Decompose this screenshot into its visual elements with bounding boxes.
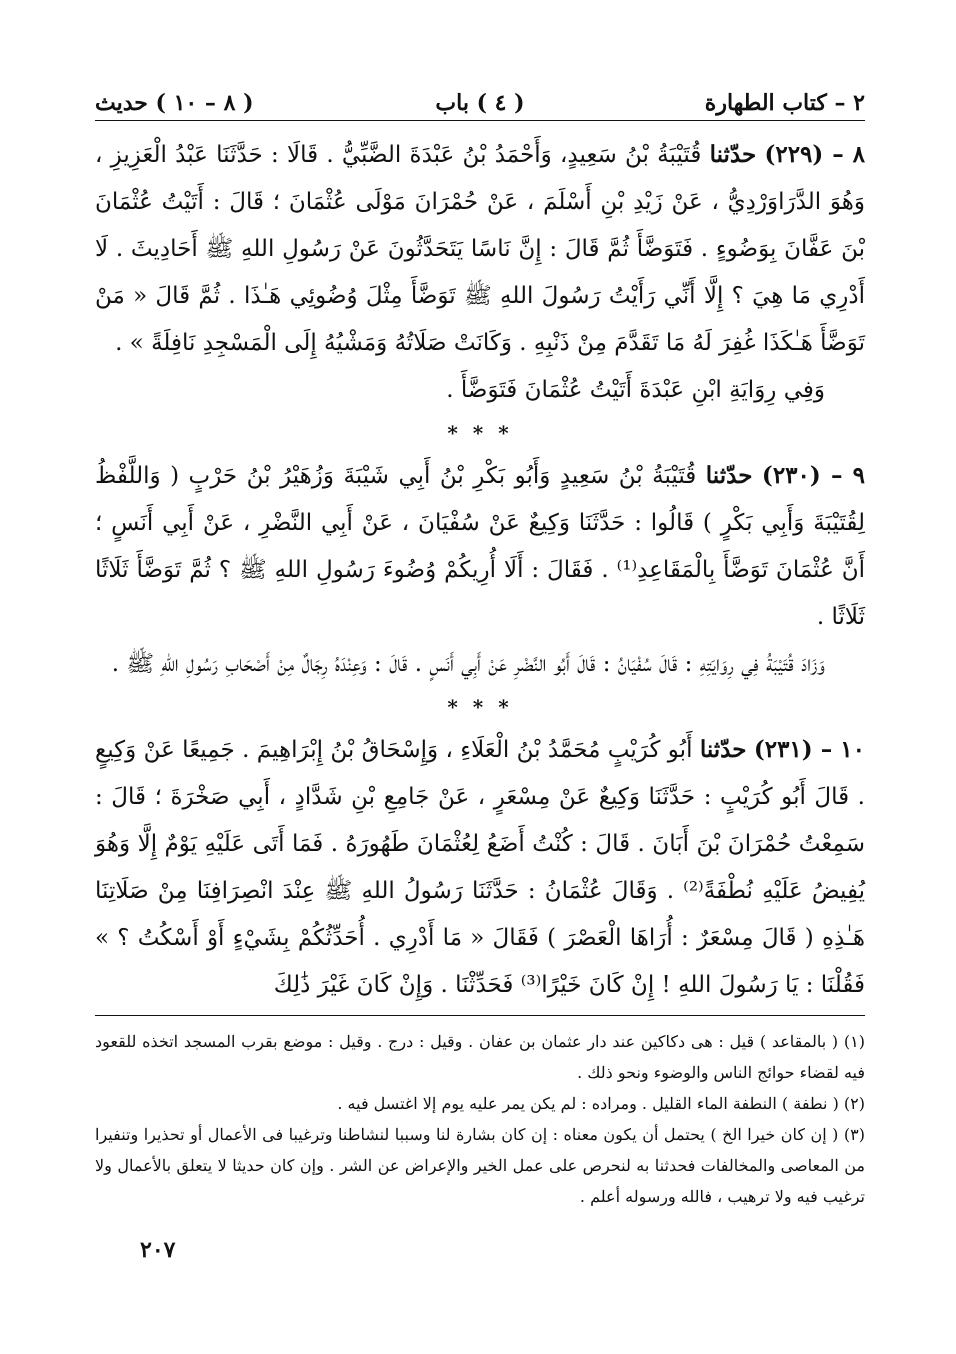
running-header [95,80,865,121]
hadith-number: ٩ – (٢٣٠) [761,462,865,489]
page-number: ٢٠٧ [140,1237,176,1263]
hadith-8 [95,131,865,367]
footnote-3: (٣) ( إن كان خيرا الخ ) يحتمل أن يكون معناه : إن كان بشارة لنا وسببا لنشاطنا وترغيبا فى الأعمال أو تحذيرا وتنفيرا من المعاصى والمخالفات فحدثنا به لنحرص على عمل الخير والإعراض عن الشر . وإن كان حديثا لا يتعلق بالأعمال ولا ترغيب فيه ولا ترهيب ، فالله ورسوله أعلم . [95,1125,865,1206]
header-hadith-range: ( ٨ – ١٠ ) حديث [95,90,254,116]
haddathana-word: حدّثنا [699,736,747,763]
hadith-text: أَبُو كُرَيْبٍ مُحَمَّدُ بْنُ الْعَلَاءِ ، وَإِسْحَاقُ بْنُ إِبْرَاهِيمَ . جَمِيعًا عَنْ وَكِيعٍ . قَالَ أَبُو كُرَيْبٍ : حَدَّثَنَا وَكِيعٌ عَنْ مِسْعَرٍ ، عَنْ جَامِعِ بْنِ شَدَّادٍ ، أَبِي صَخْرَةَ ؛ قَالَ : سَمِعْتُ حُمْرَانَ بْنَ أَبَانَ . قَالَ : كُنْتُ أَضَعُ لِعُثْمَانَ طَهُورَهُ . فَمَا أَتَى عَلَيْهِ يَوْمٌ إِلَّا وَهُوَ يُفِيضُ عَلَيْهِ نُطْفَةً⁽²⁾ . وَقَالَ عُثْمَانُ : حَدَّثَنَا رَسُولُ اللهِ ﷺ عِنْدَ انْصِرَافِنَا مِنْ صَلَاتِنَا هَـٰذِهِ ( قَالَ مِسْعَرٌ : أُرَاهَا الْعَصْرَ ) فَقَالَ « مَا أَدْرِي . أُحَدِّثُكُمْ بِشَيْءٍ أَوْ أَسْكُتُ ؟ » فَقُلْنَا : يَا رَسُولَ اللهِ ! إِنْ كَانَ خَيْرًا⁽³⁾ فَحَدِّثْنَا . وَإِنْ كَانَ غَيْرَ ذَٰلِكَ [95,737,865,998]
hadith-number: ١٠ – (٢٣١) [753,736,865,763]
hadith-text: قُتَيْبَةُ بْنُ سَعِيدٍ وَأَبُو بَكْرِ بْنُ أَبِي شَيْبَةَ وَزُهَيْرُ بْنُ حَرْبٍ ( وَاللَّفْظُ لِقُتَيْبَةَ وَأَبِي بَكْرٍ ) قَالُوا : حَدَّثَنَا وَكِيعٌ عَنْ سُفْيَانَ ، عَنْ أَبِي النَّضْرِ ، عَنْ أَبِي أَنَسٍ ؛ أَنَّ عُثْمَانَ تَوَضَّأَ بِالْمَقَاعِدِ⁽¹⁾ . فَقَالَ : أَلَا أُرِيكُمْ وُضُوءَ رَسُولِ اللهِ ﷺ ؟ ثُمَّ تَوَضَّأَ ثَلَاثًا ثَلَاثًا . [95,463,865,630]
riwaya-note: وَزَادَ قُتَيْبَةُ فِي رِوَايَتِهِ : قَالَ سُفْيَانُ : قَالَ أَبُو النَّضْرِ عَنْ أَبِي أَنَسٍ . قَالَ : وَعِنْدَهُ رِجَالٌ مِنْ أَصْحَابِ رَسُولِ اللهِ ﷺ . [111,651,825,677]
hadith-10 [95,726,865,1009]
haddathana-word: حدّثنا [705,462,753,489]
footnotes [95,1015,865,1212]
footnote-1: (١) ( بالمقاعد ) قيل : هى دكاكين عند دار عثمان بن عفان . وقيل : درج . وقيل : موضع بقرب المسجد اتخذه للقعود فيه لقضاء حوائج الناس والوضوء ونحو ذلك . [95,1032,865,1082]
header-chapter: ( ٤ ) باب [435,90,525,116]
haddathana-word: حدّثنا [709,141,757,168]
section-separator: * * * [447,695,513,719]
riwaya-note: وَفِي رِوَايَةِ ابْنِ عَبْدَةَ أَتَيْتُ عُثْمَانَ فَتَوَضَّأَ . [446,377,825,403]
hadith-number: ٨ – (٢٢٩) [764,141,865,168]
main-text [95,131,865,1009]
hadith-9 [95,452,865,641]
hadith-text: قُتَيْبَةُ بْنُ سَعِيدٍ، وَأَحْمَدُ بْنُ عَبْدَةَ الضَّبِّيُّ . قَالَا : حَدَّثَنَا عَبْدُ الْعَزِيزِ ، وَهُوَ الدَّرَاوَرْدِيُّ ، عَنْ زَيْدِ بْنِ أَسْلَمَ ، عَنْ حُمْرَانَ مَوْلَى عُثْمَانَ ؛ قَالَ : أَتَيْتُ عُثْمَانَ بْنَ عَفَّانَ بِوَضُوءٍ . فَتَوَضَّأَ ثُمَّ قَالَ : إِنَّ نَاسًا يَتَحَدَّثُونَ عَنْ رَسُولِ اللهِ ﷺ أَحَادِيثَ . لَا أَدْرِي مَا هِيَ ؟ إِلَّا أَنِّي رَأَيْتُ رَسُولَ اللهِ ﷺ تَوَضَّأَ مِثْلَ وُضُوئِي هَـٰذَا . ثُمَّ قَالَ « مَنْ تَوَضَّأَ هَـٰكَذَا غُفِرَ لَهُ مَا تَقَدَّمَ مِنْ ذَنْبِهِ . وَكَانَتْ صَلَاتُهُ وَمَشْيُهُ إِلَى الْمَسْجِدِ نَافِلَةً » . [95,142,865,356]
footnote-2: (٢) ( نطفة ) النطفة الماء القليل . ومراده : لم يكن يمر عليه يوم إلا اغتسل فيه . [337,1094,865,1113]
section-separator: * * * [447,421,513,445]
page [95,80,865,1310]
header-book-title: ٢ – كتاب الطهارة [704,90,865,116]
